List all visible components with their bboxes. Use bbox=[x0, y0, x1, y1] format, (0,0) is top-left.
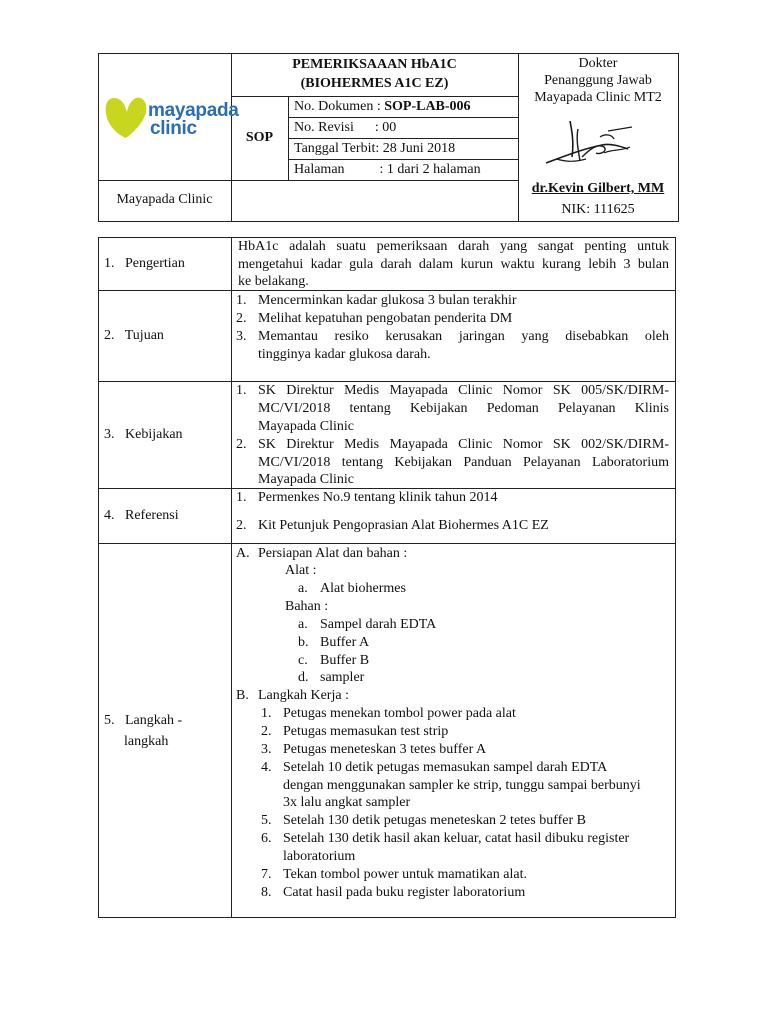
tujuan-number-3: 3. bbox=[236, 329, 247, 344]
section-label-kebijakan: 3. Kebijakan bbox=[104, 427, 183, 442]
section-label-langkah-cont: langkah bbox=[124, 734, 169, 749]
bahan-item-2: Buffer A bbox=[320, 635, 370, 650]
doctor-name bbox=[518, 180, 678, 198]
referensi-number-1: 1. bbox=[236, 490, 247, 505]
step-number-2: 2. bbox=[261, 724, 272, 739]
kebijakan-number-2: 2. bbox=[236, 437, 247, 452]
clinic-name: Mayapada Clinic bbox=[116, 192, 213, 207]
logo-text-clinic: clinic bbox=[150, 118, 197, 139]
section-label-langkah: 5. Langkah - bbox=[104, 713, 183, 728]
bahan-item-4: sampler bbox=[320, 670, 365, 685]
pengertian-line-2: mengetahui kadar gula darah dalam kurun waktu kurang lebih 3 bulan bbox=[238, 257, 669, 272]
alat-item-1: Alat biohermes bbox=[320, 581, 406, 596]
step-number-7: 7. bbox=[261, 867, 272, 882]
heart-icon bbox=[104, 92, 148, 140]
step-4: Setelah 10 detik petugas memasukan sampel darah EDTA bbox=[283, 760, 608, 775]
tujuan-number-1: 1. bbox=[236, 293, 247, 308]
mayapada-logo bbox=[104, 92, 239, 144]
document-number-label: No. Dokumen : bbox=[294, 99, 385, 114]
referensi-number-2: 2. bbox=[236, 518, 247, 533]
doctor-title-2: Penanggung Jawab bbox=[544, 73, 652, 88]
tujuan-number-2: 2. bbox=[236, 311, 247, 326]
logo-text-mayapada: mayapada bbox=[148, 100, 239, 121]
alat-marker-a: a. bbox=[298, 581, 308, 596]
document-title-line1: PEMERIKSAAAN HbA1C bbox=[292, 57, 457, 72]
tujuan-item-3: Memantau resiko kerusakan jaringan yang disebabkan oleh bbox=[258, 329, 669, 344]
tujuan-item-3-cont: tingginya kadar glukosa darah. bbox=[258, 347, 431, 362]
doctor-name-text: dr.Kevin Gilbert, MM bbox=[531, 181, 665, 196]
document-number-value: SOP-LAB-006 bbox=[384, 99, 471, 114]
issue-date: Tanggal Terbit: 28 Juni 2018 bbox=[294, 141, 456, 156]
doctor-title-3: Mayapada Clinic MT2 bbox=[534, 90, 662, 105]
doctor-nik: NIK: 111625 bbox=[561, 202, 635, 217]
langkah-b-marker: B. bbox=[236, 688, 249, 703]
step-number-6: 6. bbox=[261, 831, 272, 846]
sop-label: SOP bbox=[245, 130, 274, 145]
step-6: Setelah 130 detik hasil akan keluar, catat hasil dibuku register bbox=[283, 831, 630, 846]
revision-number: No. Revisi : 00 bbox=[294, 120, 397, 135]
kebijakan-number-1: 1. bbox=[236, 383, 247, 398]
kebijakan-item-1: SK Direktur Medis Mayapada Clinic Nomor SK 005/SK/DIRM- bbox=[258, 383, 669, 398]
referensi-item-2: Kit Petunjuk Pengoprasian Alat Biohermes A1C EZ bbox=[258, 518, 549, 533]
section-label-pengertian: 1. Pengertian bbox=[104, 256, 185, 271]
bahan-item-1: Sampel darah EDTA bbox=[320, 617, 437, 632]
bahan-item-3: Buffer B bbox=[320, 653, 370, 668]
section-label-referensi: 4. Referensi bbox=[104, 508, 179, 523]
tujuan-item-1: Mencerminkan kadar glukosa 3 bulan terakhir bbox=[258, 293, 517, 308]
section-label-tujuan: 2. Tujuan bbox=[104, 328, 164, 343]
kebijakan-item-1-end: Mayapada Clinic bbox=[258, 419, 355, 434]
bahan-marker-c: c. bbox=[298, 653, 308, 668]
page-count: Halaman : 1 dari 2 halaman bbox=[294, 162, 481, 177]
step-6-cont: laboratorium bbox=[283, 849, 356, 864]
tujuan-item-2: Melihat kepatuhan pengobatan penderita DM bbox=[258, 311, 513, 326]
step-8: Catat hasil pada buku register laboratorium bbox=[283, 885, 526, 900]
step-5: Setelah 130 detik petugas meneteskan 2 tetes buffer B bbox=[283, 813, 586, 828]
signature-image bbox=[542, 113, 652, 173]
step-number-8: 8. bbox=[261, 885, 272, 900]
langkah-b-title: Langkah Kerja : bbox=[258, 688, 349, 703]
step-3: Petugas meneteskan 3 tetes buffer A bbox=[283, 742, 487, 757]
bahan-marker-d: d. bbox=[298, 670, 309, 685]
alat-label: Alat : bbox=[285, 563, 317, 578]
step-number-3: 3. bbox=[261, 742, 272, 757]
kebijakan-item-2-cont: MC/VI/2018 tentang Kebijakan Panduan Pelayanan Laboratorium bbox=[258, 455, 669, 470]
document-number bbox=[294, 98, 471, 116]
kebijakan-item-2: SK Direktur Medis Mayapada Clinic Nomor SK 002/SK/DIRM- bbox=[258, 437, 669, 452]
pengertian-line-1: HbA1c adalah suatu pemeriksaan darah yang sangat penting untuk bbox=[238, 239, 669, 254]
langkah-a-marker: A. bbox=[236, 546, 250, 561]
step-number-1: 1. bbox=[261, 706, 272, 721]
bahan-marker-a: a. bbox=[298, 617, 308, 632]
bahan-marker-b: b. bbox=[298, 635, 309, 650]
step-7: Tekan tombol power untuk mamatikan alat. bbox=[283, 867, 527, 882]
pengertian-line-3: ke belakang. bbox=[238, 274, 309, 289]
kebijakan-item-2-end: Mayapada Clinic bbox=[258, 472, 355, 487]
langkah-a-title: Persiapan Alat dan bahan : bbox=[258, 546, 408, 561]
kebijakan-item-1-cont: MC/VI/2018 tentang Kebijakan Pedoman Pelayanan Klinis bbox=[258, 401, 669, 416]
step-number-5: 5. bbox=[261, 813, 272, 828]
step-1: Petugas menekan tombol power pada alat bbox=[283, 706, 516, 721]
doctor-title-1: Dokter bbox=[578, 56, 618, 71]
step-4-cont: dengan menggunakan sampler ke strip, tunggu sampai berbunyi bbox=[283, 778, 641, 793]
step-2: Petugas memasukan test strip bbox=[283, 724, 449, 739]
step-4-end: 3x lalu angkat sampler bbox=[283, 795, 411, 810]
bahan-label: Bahan : bbox=[285, 599, 329, 614]
referensi-item-1: Permenkes No.9 tentang klinik tahun 2014 bbox=[258, 490, 498, 505]
document-title-line2: (BIOHERMES A1C EZ) bbox=[300, 76, 449, 91]
step-number-4: 4. bbox=[261, 760, 272, 775]
